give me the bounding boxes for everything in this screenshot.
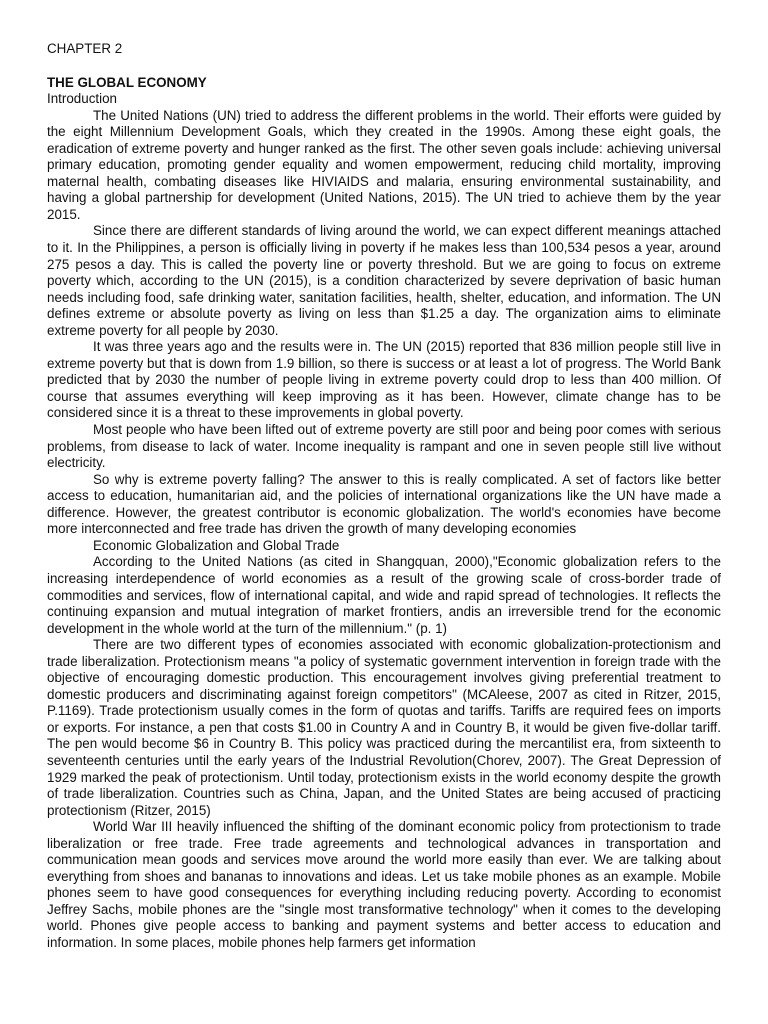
chapter-label: CHAPTER 2 (47, 41, 123, 56)
paragraph: World War III heavily influenced the shifting of the dominant economic policy from protectionism to trade liberalization or free trade. Free trade agreements and technological advances in transportation and communication mean goods and services move around the world more easily than ever. We are talking about everything from shoes and bananas to innovations and ideas. Let us take mobile phones as an example. Mobile phones seem to have good consequences for everything including reducing poverty. According to economist Jeffrey Sachs, mobile phones are the "single most transformative technology" when it comes to the developing world. Phones give people access to banking and payment systems and better access to education and information. In some places, mobile phones help farmers get information (47, 819, 721, 950)
paragraph: It was three years ago and the results were in. The UN (2015) reported that 836 million people still live in extreme poverty but that is down from 1.9 billion, so there is success or at least a lot of progress. The World Bank predicted that by 2030 the number of people living in extreme poverty could drop to less than 400 million. Of course that assumes everything will keep improving as it has been. However, climate change has to be considered since it is a threat to these improvements in global poverty. (47, 339, 721, 421)
subsection-heading-globalization: Economic Globalization and Global Trade (93, 537, 340, 553)
paragraph: According to the United Nations (as cited in Shangquan, 2000),"Economic globalization refers to the increasing interdependence of world economies as a result of the growing scale of cross-border trade of commodities and services, flow of international capital, and wide and rapid spread of technologies. It reflects the continuing expansion and mutual integration of market frontiers, andis an irreversible trend for the economic development in the whole world at the turn of the millennium." (p. 1) (47, 554, 721, 636)
section-heading-introduction: Introduction (47, 91, 117, 107)
paragraph: The United Nations (UN) tried to address the different problems in the world. Their efforts were guided by the eight Millennium Development Goals, which they created in the 1990s. Among these eight goals, the eradication of extreme poverty and hunger ranked as the first. The other seven goals include: achieving universal primary education, promoting gender equality and women empowerment, reducing child mortality, improving maternal health, combating diseases like HIVIAIDS and malaria, ensuring environmental sustainability, and having a global partnership for development (United Nations, 2015). The UN tried to achieve them by the year 2015. (47, 107, 721, 222)
document-page (47, 41, 721, 952)
chapter-title: THE GLOBAL ECONOMY (47, 74, 207, 90)
paragraph: Since there are different standards of living around the world, we can expect different meanings attached to it. In the Philippines, a person is officially living in poverty if he makes less than 100,534 pesos a year, around 275 pesos a day. This is called the poverty line or poverty threshold. But we are going to focus on extreme poverty which, according to the UN (2015), is a condition characterized by severe deprivation of basic human needs including food, safe drinking water, sanitation facilities, health, shelter, education, and information. The UN defines extreme or absolute poverty as living on less than $1.25 a day. The organization aims to eliminate extreme poverty for all people by 2030. (47, 223, 721, 338)
paragraph: There are two different types of economies associated with economic globalization-protectionism and trade liberalization. Protectionism means "a policy of systematic government intervention in foreign trade with the objective of encouraging domestic production. This encouragement involves giving preferential treatment to domestic producers and discriminating against foreign competitors" (MCAleese, 2007 as cited in Ritzer, 2015, P.1169). Trade protectionism usually comes in the form of quotas and tariffs. Tariffs are required fees on imports or exports. For instance, a pen that costs $1.00 in Country A and in Country B, it would be given five-dollar tariff. The pen would become $6 in Country B. This policy was practiced during the mercantilist era, from sixteenth to seventeenth centuries until the early years of the Industrial Revolution(Chorev, 2007). The Great Depression of 1929 marked the peak of protectionism. Until today, protectionism exists in the world economy despite the growth of trade liberalization. Countries such as China, Japan, and the United States are being accused of practicing protectionism (Ritzer, 2015) (47, 637, 721, 818)
paragraph: Most people who have been lifted out of extreme poverty are still poor and being poor comes with serious problems, from disease to lack of water. Income inequality is rampant and one in seven people still live without electricity. (47, 422, 721, 471)
paragraph: So why is extreme poverty falling? The answer to this is really complicated. A set of factors like better access to education, humanitarian aid, and the policies of international organizations like the UN have made a difference. However, the greatest contributor is economic globalization. The world's economies have become more interconnected and free trade has driven the growth of many developing economies (47, 471, 721, 537)
